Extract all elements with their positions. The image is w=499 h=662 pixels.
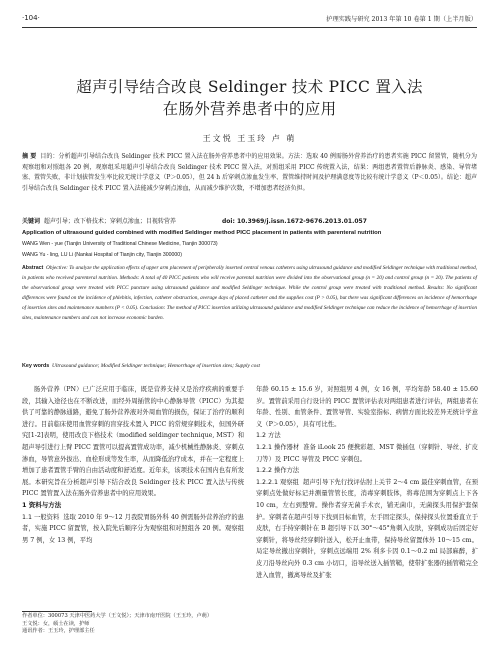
doi: doi: 10.3969/j.issn.1672-9676.2013.01.057	[222, 218, 367, 225]
subsection-heading: 1.2.2.1 观察组	[256, 478, 299, 486]
abstract-zh	[22, 152, 477, 195]
keywords-zh	[22, 217, 477, 227]
abstract-zh-text: 目的：分析超声引导结合改良 Seldinger 技术 PICC 置入法在肠外营养患者中的应用效果。方法：选取 40 例需肠外营养治疗的患者实施 PICC 留置管，随机分为观察组和对照组各 20 例，观察组采用超声引导结合改良 Seldinger 技术 PICC 置入法，对照组采用 PICC 传统置入法，结果：两组患者置管后静脉炎、感染、导管堵塞、置管失败，非计划拔管发生率比较无统计学意义（P＞0.05），但 24 h 后穿刺点渗血发生率、置管维持时间及护理满意度等比较有统计学意义（P＜0.05）。结论：超声引导结合改良 Seldinger 技术 PICC 置入法能减少穿刺点渗血，从而减少维护次数，不增加患者经济负担。	[22, 153, 477, 193]
english-abstract	[22, 264, 477, 323]
body-paragraph	[256, 442, 478, 465]
body-text: 超声引导下先行找评估肘上关节 2～4 cm 最佳穿刺血管，在预穿刺点处做好标记并测量管管长度，消毒穿刺肢体，将毒范围为穿刺点上下各 10 cm，左右到整臂。操作者穿无菌手术衣，铺无菌巾，无菌探头用保护套保护。穿刺者在超声引导下找到目标血管，左手固定探头，保持探头位置垂直立于皮肤，右手持穿刺针在 B 超引导下以 30°～45°角刺入皮肤，穿刺成功后固定好穿刺针，将导丝经穿刺针送入，松开止血带，保持导丝留置体外 10～15 cm。局定导丝撤出穿刺针，穿刺点远端用 2% 利多卡因 0.1～0.2 ml 局部麻醉，扩皮刀沿导丝向外 0.3 cm 小切口，沿导丝送入插管鞘，使带扩张器的插管鞘完全进入血管，撤离导丝及扩张	[256, 478, 478, 579]
english-keywords-label: Key words	[22, 363, 50, 369]
running-header	[22, 12, 477, 26]
section-heading: 1 资料与方法	[22, 500, 62, 509]
english-author-2: WANG Yu - ling, LU Li (Nankai Hospital of Tianjin city, Tianjin 300000)	[22, 252, 182, 258]
english-title: Application of ultrasound guided combined with modified Seldinger method PICC placement in patients with parenteral nutrition	[22, 230, 382, 236]
subsection-heading: 1.2.1 操作器材	[256, 443, 300, 451]
body-paragraph: 肠外营养（PN）已广泛应用于临床，既是营养支持又是治疗疾病的重要手段，其输入途径也在不断改进，而经外周插管的中心静脉导管（PICC）为其提供了可靠的静脉通路，避免了肠外营养液对外周血管的损伤，保证了治疗的顺利进行。目前临床使用血管穿刺的盲穿技术置入 PICC 的常规穿刺技术，但国外研究[1-2]表明，使用改良下格技术（modified seldinger technique, MST）和超声导引进行上臂 PICC 置管可以提高置管成功率，减少机械性静脉炎、穿刺点渗血，导管意外拔出、血栓形成等发生率，从而降低治疗成本，并在一定程度上增加了患者置管手臂的自由活动度和舒适度。近年来，该项技术在国内也有所发展。本研究旨在分析超声引导下结合改良 Seldinger 技术 PICC 置入法与传统 PICC 置管置入法在肠外营养患者中的应用效果。	[22, 386, 244, 498]
subsection-heading: 1.2.2 操作方法	[256, 467, 300, 475]
footnote-rule	[22, 611, 92, 612]
authors-zh: 王文悦 王玉玲 卢 萌	[202, 134, 297, 143]
subsection-heading: 1.1 一般资料	[22, 513, 60, 521]
english-abstract-label: Abstract	[22, 265, 44, 271]
body-column-right	[256, 384, 478, 581]
english-keywords-text: Ultrasound guidance; Modified Seldinger technique; Hemorrhage of insertion sites; Supply cost	[51, 363, 260, 369]
article-title	[0, 76, 499, 120]
footnote-corresponding: 通讯作者：王玉玲，护理部主任	[22, 628, 95, 634]
title-line-1: 超声引导结合改良 Seldinger 技术 PICC 置入法	[76, 78, 423, 96]
english-keywords	[22, 362, 477, 371]
footnote-affiliation: 作者单位：300073 天津中医药大学（王文悦）；天津市南开医院（王玉玲，卢萌）	[22, 613, 213, 619]
body-paragraph	[22, 512, 244, 547]
body-paragraph: 年龄 60.15 ± 15.6 岁，对照组男 4 例，女 16 例，平均年龄 58.40 ± 15.60 岁。置管前采用自行设计的 PICC 置管评估表对两组患者进行评估，两组患者在年龄、性别、血管条件、置管导管、实验室指标、病情方面比较差异无统计学意义（P＞0.05），具有可比性。	[256, 386, 478, 428]
journal-name: 护理实践与研究 2013 年第 10 卷第 1 期（上半月版）	[326, 16, 477, 23]
body-column-left	[22, 384, 244, 546]
body-paragraph	[256, 477, 478, 581]
keywords-zh-label: 关键词	[22, 218, 41, 225]
english-abstract-text: Objective: To analyze the application effects of upper arm placement of peripherally inserted central venous catheters using ultrasound guidance and modified Seldinger technique with traditional method, in patients who received parenteral nutrition. Methods: A total of 40 PICC patients who will receive parental nutrition were divided into the observational group (n = 20) and control group (n = 20). The patients of the observational group were treated with PICC puncture using ultrasound guidance and modified Seldinger technique. While the control group were treated with traditional method. Results: No significant differences were found on the incidence of phlebitis, infection, catheter obstruction, average days of placed catheter and the supplies cost (P > 0.05), but there was significant differences on incidence of hemorrhage of insertion sites and maintenance numbers (P < 0.05). Conclusion: The method of PICC insertion utilizing ultrasound guidance and modified Seldinger technique can reduce the incidence of hemorrhage of insertion sites, maintenance numbers and can not increase economic burden.	[22, 265, 478, 321]
body-text: 准备 iLook 25 便携彩超、MST 微插包（穿刺针、导丝、扩皮刀等）及 PICC 导管及 PICC 穿刺包。	[256, 443, 478, 463]
title-line-2: 在肠外营养患者中的应用	[162, 100, 337, 118]
body-text: 选取 2010 年 9～12 月我院胃肠外科 40 例需肠外营养治疗的患者，实施 PICC 留置管，按入院先后顺序分为观察组和对照组各 20 例。观察组男 7 例，女 13 例，平均	[22, 513, 244, 544]
keywords-zh-text: 超声引导；改下格技术；穿刺点渗血；目视转营养	[43, 218, 176, 225]
header-rule	[22, 27, 477, 28]
footnote-author: 王文悦：女，硕士在读，护师	[22, 620, 90, 627]
page-number: ·104·	[22, 14, 40, 22]
footnote	[22, 613, 244, 636]
abstract-zh-label: 摘 要	[22, 153, 37, 160]
subsection-heading: 1.2 方法	[256, 432, 281, 440]
english-author-1: WANG Wen - yue (Tianjin University of Traditional Chinese Medicine, Tianjin 300073)	[22, 241, 218, 247]
